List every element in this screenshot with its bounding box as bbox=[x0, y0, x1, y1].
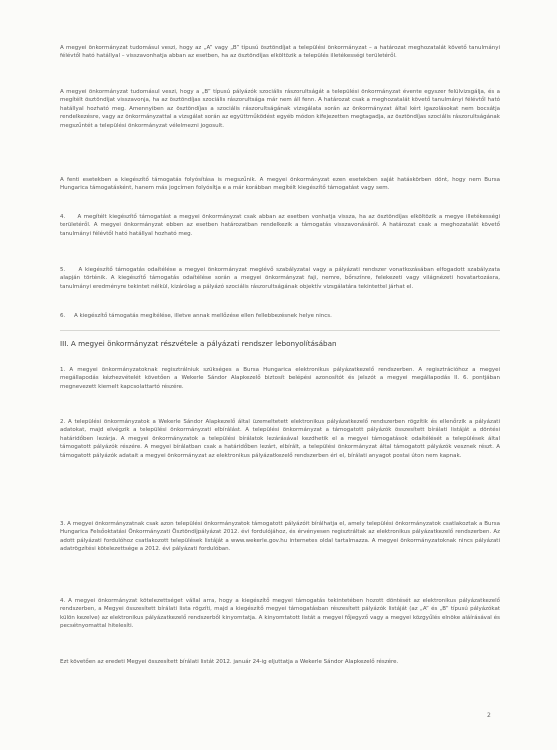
paragraph-1: A megyei önkormányzat tudomásul veszi, hogy az „A” vagy „B” típusú ösztöndíjat a települési önkormányzat – a határozat meghozatalát követő tanulmányi félévtől ható hatállyal – visszavonhatja abban az esetben, ha az ösztöndíjas elköltözik a település illetékességi területéről. bbox=[60, 45, 500, 60]
closing-paragraph: Ezt követően az eredeti Megyei összesített bírálati listát 2012. január 24-ig eljuttatja a Wekerle Sándor Alapkezelő részére. bbox=[60, 659, 399, 665]
section-paragraph-2: 2. A települési önkormányzatok a Wekerle Sándor Alapkezelő által üzemeltetett elektronikus pályázatkezelő rendszerben rögzítik és ellenőrzik a pályázati adatokat, majd elvégzik a települési önkormányzati elbírálást. A települési önkormányzat a támogatott pályázók összesített bírálati listáját a döntési határidőben lezárja. A megyei önkormányzatok a települési bírálatok lezárásával kezdhetik el a megyei támogatások odaítélését a települések által támogatott pályázók részére. A megyei bírálatban csak a határidőben lezárt, elbírált, a települési önkormányzat által támogatott pályázók vesznek részt. A támogatott pályázók adatait a megyei önkormányzat az elektronikus pályázatkezelő rendszerben éri el, bírálati anyagot postai úton nem kapnak. bbox=[60, 419, 500, 459]
section-divider bbox=[60, 330, 500, 331]
paragraph-6: 6. A kiegészítő támogatás megítélése, illetve annak mellőzése ellen fellebbezésnek helye nincs. bbox=[60, 313, 332, 319]
paragraph-3: A fenti esetekben a kiegészítő támogatás folyósítása is megszűnik. A megyei önkormányzat ezen esetekben saját hatáskörben dönt, hogy nem Bursa Hungarica támogatásként, hanem más jogcímen folyósítja e a már korábban megítélt kiegészítő támogatást vagy sem. bbox=[60, 177, 500, 192]
paragraph-5: 5. A kiegészítő támogatás odaítélése a megyei önkormányzat meglévő szabályzatai vagy a pályázati rendszer vonatkozásában elfogadott szabályzata alapján történik. A kiegészítő támogatás odaítélése során a megyei önkormányzat faji, nemre, bőrszínre, felekezeti vagy világnézeti hovatartozásra, tanulmányi eredményre tekintet nélkül, kizárólag a pályázó szociális rászorultságának objektív vizsgálatára tekintettel járhat el. bbox=[60, 267, 500, 290]
paragraph-2: A megyei önkormányzat tudomásul veszi, hogy a „B” típusú pályázók szociális rászorultságát a települési önkormányzat évente egyszer felülvizsgálja, és a megítélt ösztöndíjat visszavonja, ha az ösztöndíjas szociális rászorultsága már nem áll fenn. A határozat csak a meghozatalát követő tanulmányi félévtől ható hatállyal hozható meg. Amennyiben az ösztöndíjas a szociális rászorultságának vizsgálata során az önkormányzat által kért igazolásokat nem bocsátja rendelkezésre, vagy az önkormányzattal a vizsgálat során az együttműködést egyéb módon kifejezetten megtagadja, az ösztöndíjas szociális rászorultságának megszűntét a települési önkormányzat vélelmezni jogosult. bbox=[60, 89, 500, 129]
section-paragraph-1: 1. A megyei önkormányzatoknak regisztrálniuk szükséges a Bursa Hungarica elektronikus pályázatkezelő rendszerben. A regisztrációhoz a megyei megállapodás kézhezvételét követően a Wekerle Sándor Alapkezelő biztosít belépési azonosítót és jelszót a megyei megállapodás II. 6. pontjában megnevezett kiemelt kapcsolattartó részére. bbox=[60, 367, 500, 390]
section-paragraph-3: 3. A megyei önkormányzatnak csak azon települési önkormányzatok támogatott pályázóit bírálhatja el, amely települési önkormányzatok csatlakoztak a Bursa Hungarica Felsőoktatási Önkormányzati Ösztöndíjpályázat 2012. évi fordulójához, és érvényesen regisztráltak az elektronikus pályázatkezelő rendszerben. Az adott pályázati fordulóhoz csatlakozott települések listáját a www.wekerle.gov.hu internetes oldal tartalmazza. A megyei önkormányzatoknak nincs pályázati adatrögzítési kötelezettsége a 2012. évi pályázati fordulóban. bbox=[60, 521, 500, 553]
section-paragraph-4: 4. A megyei önkormányzat kötelezettséget vállal arra, hogy a kiegészítő megyei támogatás tekintetében hozott döntését az elektronikus pályázatkezelő rendszerben, a Megyei összesített bírálati lista rögzíti, majd a kiegészítő megyei támogatásban részesített pályázók listáját (az „A” és „B” típusú pályázókat külön kezelve) az elektronikus pályázatkezelő rendszerből kinyomtatja. A kinyomtatott listát a megyei főjegyző vagy a megyei közgyűlés elnöke aláírásával és pecsétnyomattal hitelesíti. bbox=[60, 598, 500, 630]
section-heading: III. A megyei önkormányzat részvétele a pályázati rendszer lebonyolításában bbox=[60, 339, 337, 348]
paragraph-4: 4. A megítélt kiegészítő támogatást a megyei önkormányzat csak abban az esetben vonhatja vissza, ha az ösztöndíjas elköltözik a megye illetékességi területéről. A megyei önkormányzat ebben az esetben határozatban rendelkezik a támogatás visszavonásáról. A határozat csak a meghozatalát követő tanulmányi félévtől ható hatállyal hozható meg. bbox=[60, 214, 500, 237]
page-number: 2 bbox=[487, 712, 491, 719]
